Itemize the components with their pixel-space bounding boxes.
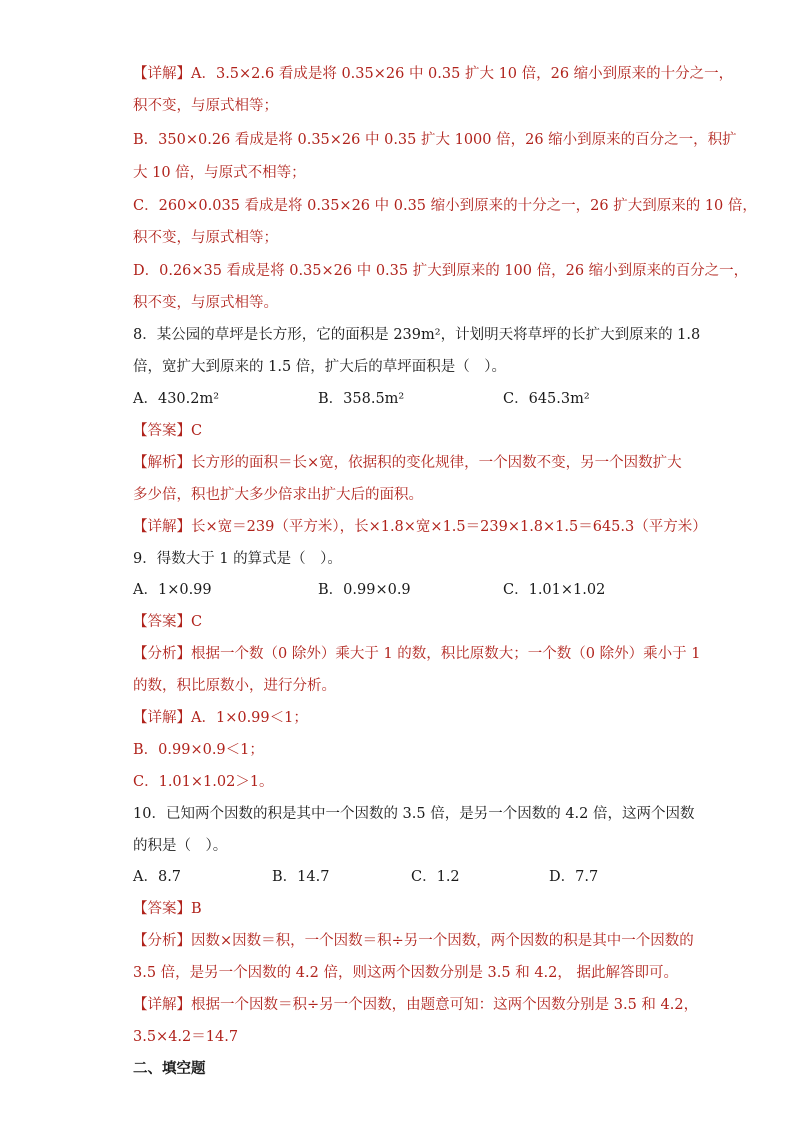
detail-tag: 【详解】 bbox=[133, 710, 191, 726]
q8-option-a: A．430.2m² bbox=[133, 391, 220, 407]
q10-answer bbox=[133, 899, 202, 919]
q8-stem-line-1: 8．某公园的草坪是长方形，它的面积是 239m²，计划明天将草坪的长扩大到原来的 1.8 bbox=[133, 327, 701, 343]
q7-explain-line-5: C．260×0.035 看成是将 0.35×26 中 0.35 缩小到原来的十分之一，26 扩大到原来的 10 倍， bbox=[133, 198, 757, 214]
q9-detail-line-1 bbox=[133, 708, 308, 728]
q10-detail-line-2: 3.5×4.2＝14.7 bbox=[133, 1029, 239, 1045]
q10-option-c: C．1.2 bbox=[411, 869, 460, 885]
detail-tag: 【详解】 bbox=[133, 519, 191, 535]
q7-explain-line-6: 积不变，与原式相等； bbox=[133, 230, 278, 246]
analysis-tag: 【分析】 bbox=[133, 646, 191, 662]
q8-option-c: C．645.3m² bbox=[503, 391, 590, 407]
answer-value: C bbox=[191, 423, 203, 439]
q10-option-d: D．7.7 bbox=[549, 869, 599, 885]
q9-analysis-line-2: 的数，积比原数小，进行分析。 bbox=[133, 678, 336, 694]
answer-tag: 【答案】 bbox=[133, 614, 191, 630]
q7-explain-line-3: B．350×0.26 看成是将 0.35×26 中 0.35 扩大 1000 倍，26 缩小到原来的百分之一，积扩 bbox=[133, 132, 737, 148]
q9-option-c: C．1.01×1.02 bbox=[503, 582, 606, 598]
section-heading: 二、填空题 bbox=[133, 1061, 206, 1077]
q7-explain-line-1 bbox=[133, 64, 733, 84]
q9-detail-line-2: B．0.99×0.9＜1； bbox=[133, 742, 264, 758]
q10-option-b: B．14.7 bbox=[272, 869, 330, 885]
detail-text: A．1×0.99＜1； bbox=[191, 710, 308, 726]
detail-tag: 【详解】 bbox=[133, 66, 191, 82]
analysis-text: 长方形的面积＝长×宽，依据积的变化规律，一个因数不变，另一个因数扩大 bbox=[191, 455, 682, 471]
q9-stem-line-1: 9．得数大于 1 的算式是（ ）。 bbox=[133, 551, 342, 567]
q9-option-b: B．0.99×0.9 bbox=[318, 582, 411, 598]
detail-text: 根据一个因数＝积÷另一个因数，由题意可知：这两个因数分别是 3.5 和 4.2， bbox=[191, 997, 699, 1013]
analysis-text: 因数×因数＝积，一个因数＝积÷另一个因数，两个因数的积是其中一个因数的 bbox=[191, 933, 694, 949]
answer-tag: 【答案】 bbox=[133, 423, 191, 439]
q10-analysis-line-2: 3.5 倍，是另一个因数的 4.2 倍，则这两个因数分别是 3.5 和 4.2， 据此解答即可。 bbox=[133, 965, 679, 981]
q8-answer bbox=[133, 421, 202, 441]
q10-detail-line-1 bbox=[133, 995, 698, 1015]
q7-explain-line-4: 大 10 倍，与原式不相等； bbox=[133, 165, 306, 181]
analysis-tag: 【分析】 bbox=[133, 933, 191, 949]
q9-answer bbox=[133, 612, 202, 632]
q8-analysis-line-2: 多少倍，积也扩大多少倍求出扩大后的面积。 bbox=[133, 487, 423, 503]
q9-option-a: A．1×0.99 bbox=[133, 582, 212, 598]
q7-explain-line-7: D．0.26×35 看成是将 0.35×26 中 0.35 扩大到原来的 100 倍，26 缩小到原来的百分之一， bbox=[133, 263, 749, 279]
q10-analysis-line-1 bbox=[133, 931, 694, 951]
q10-option-a: A．8.7 bbox=[133, 869, 182, 885]
detail-tag: 【详解】 bbox=[133, 997, 191, 1013]
q7-explain-line-2: 积不变，与原式相等； bbox=[133, 98, 278, 114]
q8-analysis-line-1 bbox=[133, 453, 682, 473]
q7-explain-line-8: 积不变，与原式相等。 bbox=[133, 295, 278, 311]
q7-explain-text-1: A．3.5×2.6 看成是将 0.35×26 中 0.35 扩大 10 倍，26 缩小到原来的十分之一， bbox=[191, 66, 734, 82]
analysis-text: 根据一个数（0 除外）乘大于 1 的数，积比原数大；一个数（0 除外）乘小于 1 bbox=[191, 646, 701, 662]
q10-stem-line-1: 10．已知两个因数的积是其中一个因数的 3.5 倍，是另一个因数的 4.2 倍，这两个因数 bbox=[133, 806, 695, 822]
q10-stem-line-2: 的积是（ ）。 bbox=[133, 838, 228, 854]
q9-analysis-line-1 bbox=[133, 644, 700, 664]
detail-text: 长×宽＝239（平方米），长×1.8×宽×1.5＝239×1.8×1.5＝645.3（平方米） bbox=[191, 519, 707, 535]
answer-tag: 【答案】 bbox=[133, 901, 191, 917]
q8-detail-line-1 bbox=[133, 517, 707, 537]
analysis-tag: 【解析】 bbox=[133, 455, 191, 471]
q8-stem-line-2: 倍，宽扩大到原来的 1.5 倍，扩大后的草坪面积是（ ）。 bbox=[133, 359, 507, 375]
q8-option-b: B．358.5m² bbox=[318, 391, 405, 407]
q9-detail-line-3: C．1.01×1.02＞1。 bbox=[133, 774, 274, 790]
answer-value: C bbox=[191, 614, 203, 630]
answer-value: B bbox=[191, 901, 202, 917]
